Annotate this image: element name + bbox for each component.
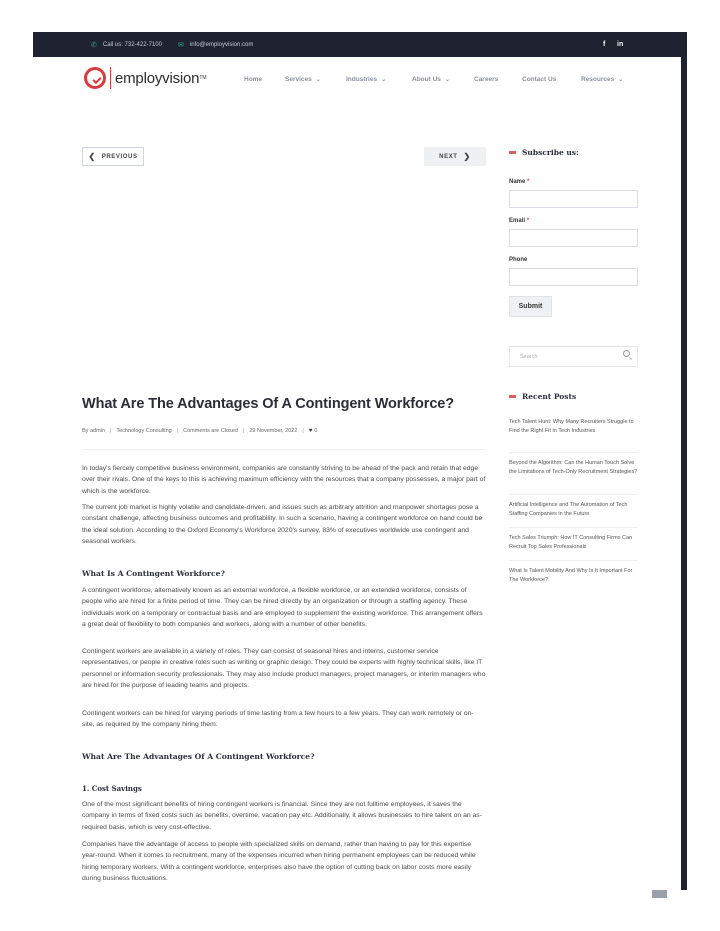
logo-divider xyxy=(110,67,111,89)
recent-post-link[interactable]: Beyond the Algorithm: Can the Human Touch Solve the Limitations of Tech-Only Recruitment Strategies? xyxy=(509,460,638,476)
nav-services[interactable] xyxy=(285,73,321,85)
chevron-down-icon: ⌄ xyxy=(618,76,624,83)
nav-contact-us[interactable] xyxy=(522,73,556,85)
meta-likes: 0 xyxy=(314,428,318,434)
subscribe-title: Subscribe us: xyxy=(522,148,579,157)
phone-icon: ✆ xyxy=(91,41,97,49)
scroll-to-top-button[interactable] xyxy=(652,890,667,898)
logo-text: employvision xyxy=(115,69,200,87)
employvision-logo[interactable] xyxy=(84,67,207,89)
heading-cost-savings: 1. Cost Savings xyxy=(82,784,142,793)
what-is-paragraph-3: Contingent workers can be hired for varying periods of time lasting from a few hours to a few years. They can work remotely or on-site, as required by the company hiring them. xyxy=(82,710,474,729)
name-label xyxy=(509,179,529,185)
phone-text: Call us: 732-422-7100 xyxy=(102,41,162,48)
heart-icon[interactable]: ♥ xyxy=(308,428,313,434)
search-placeholder: Search xyxy=(520,353,538,360)
next-label: NEXT xyxy=(439,153,458,160)
cost-paragraph-2: Companies have the advantage of access to people with specialized skills on demand, rather than having to pay for this expertise year-round. When it comes to recruitment, many of the expenses incurred when hiring permanent employees can be reduced while hiring temporary workers. With a contingent workforce, enterprises also have the option of cutting back on labor costs more easily during business fluctuations. xyxy=(82,841,476,882)
phone-field[interactable] xyxy=(509,268,638,286)
nav-home[interactable] xyxy=(244,73,262,85)
intro-paragraph-2: The current job market is highly volatile and candidate-driven, and issues such as arbitrary attrition and manpower shortages pose a constant challenge, affecting business outcomes and profitability. In such a scenario, having a contingent workforce on hand could be the ideal solution. According to the Oxford Economy's Workforce 2020's survey, 83% of executives worldwide use contingent and seasonal workers. xyxy=(82,504,483,545)
envelope-icon: ✉ xyxy=(178,41,184,49)
post-title: What Are The Advantages Of A Contingent Workforce? xyxy=(82,396,455,412)
meta-divider: | xyxy=(302,428,304,434)
chevron-down-icon: ⌄ xyxy=(444,76,450,83)
email-label xyxy=(509,218,529,224)
meta-category[interactable]: Technology Consulting xyxy=(116,428,172,434)
heading-accent xyxy=(509,395,516,398)
nav-home-label: Home xyxy=(244,75,263,83)
meta-date: 29 November, 2022 xyxy=(249,428,298,434)
required-mark: * xyxy=(526,218,530,224)
recent-posts-title: Recent Posts xyxy=(522,392,577,401)
search-input[interactable] xyxy=(509,346,638,367)
recent-post-divider xyxy=(509,560,638,561)
submit-button[interactable]: Submit xyxy=(509,296,552,317)
recent-post-divider xyxy=(509,494,638,495)
previous-post-button[interactable] xyxy=(82,147,144,166)
nav-about-us-label: About Us xyxy=(412,75,441,83)
required-mark: * xyxy=(527,179,530,185)
logo-trademark: TM xyxy=(199,75,207,81)
intro-paragraph-1: In today's fiercely competitive business environment, companies are constantly striving to be ahead of the pack and retain that edge over their rivals. One of the keys to this is achieving maximum efficiency with the resources that a company possesses, a major part of which is the workforce. xyxy=(82,465,486,495)
linkedin-icon[interactable]: in xyxy=(617,41,624,48)
meta-divider: | xyxy=(242,428,245,434)
nav-resources-label: Resources xyxy=(581,75,615,83)
heading-advantages: What Are The Advantages Of A Contingent Workforce? xyxy=(82,752,315,761)
facebook-icon[interactable]: f xyxy=(603,41,606,48)
email-contact[interactable] xyxy=(178,32,253,57)
recent-post-divider xyxy=(509,452,638,453)
name-field[interactable] xyxy=(509,190,638,208)
search-icon[interactable] xyxy=(623,350,630,357)
post-meta xyxy=(82,428,317,434)
phone-label: Phone xyxy=(509,257,528,263)
chevron-down-icon: ⌄ xyxy=(381,76,387,83)
nav-contact-us-label: Contact Us xyxy=(522,75,557,83)
meta-divider: | xyxy=(109,428,112,434)
next-post-button[interactable] xyxy=(424,147,486,166)
name-label-text: Name xyxy=(509,179,526,185)
meta-divider-line xyxy=(82,449,486,450)
meta-divider: | xyxy=(176,428,179,434)
top-bar xyxy=(33,32,687,57)
chevron-down-icon: ⌄ xyxy=(315,76,321,83)
heading-what-is: What Is A Contingent Workforce? xyxy=(82,569,225,578)
cost-paragraph-1: One of the most significant benefits of hiring contingent workers is financial. Since they are not fulltime employees, it saves the company in terms of fixed costs such as benefits, overtime, vacation pay etc. Additionally, it allows businesses to hire talent on an as-required basis, which is very cost-effective. xyxy=(82,801,482,831)
email-text: info@employvision.com xyxy=(189,41,254,48)
logo-check-icon xyxy=(84,67,106,89)
previous-label: PREVIOUS xyxy=(101,153,138,160)
chevron-right-icon: ❯ xyxy=(463,152,471,161)
recent-post-link[interactable]: Tech Sales Triumph: How IT Consulting Firms Can Recruit Top Sales Professionals xyxy=(509,535,633,551)
nav-resources[interactable] xyxy=(581,73,623,85)
recent-post-link[interactable]: Artificial Intelligence and The Automation of Tech Staffing Companies in the Future xyxy=(509,502,628,518)
recent-post-link[interactable]: What Is Talent Mobility And Why Is It Important For The Workforce? xyxy=(509,568,633,584)
nav-industries-label: Industries xyxy=(346,75,378,83)
page-edge xyxy=(681,32,687,890)
what-is-paragraph-1: A contingent workforce, alternatively known as an external workforce, a flexible workforce, or an extended workforce, consists of people who are hired for a finite period of time. They can be hired directly by an organization or through a staffing agency. These individuals work on a temporary or contractual basis and are employed to supplement the existing workforce. This arrangement offers a great deal of flexibility to both companies and workers, along with a number of other benefits. xyxy=(82,587,483,628)
heading-accent xyxy=(509,151,516,154)
nav-industries[interactable] xyxy=(346,73,386,85)
meta-author[interactable]: By admin xyxy=(82,428,105,434)
nav-about-us[interactable] xyxy=(412,73,450,85)
nav-careers-label: Careers xyxy=(474,75,499,83)
nav-services-label: Services xyxy=(285,75,312,83)
meta-comments: Comments are Closed xyxy=(183,428,238,434)
subscribe-heading xyxy=(509,148,579,157)
recent-post-link[interactable]: Tech Talent Hunt: Why Many Recruiters Struggle to Find the Right Fit In Tech Industries xyxy=(509,419,634,435)
recent-posts-heading xyxy=(509,392,576,401)
email-label-text: Email xyxy=(509,218,526,224)
chevron-left-icon: ❮ xyxy=(88,152,96,161)
recent-post-divider xyxy=(509,527,638,528)
phone-contact[interactable] xyxy=(91,32,162,57)
email-field[interactable] xyxy=(509,229,638,247)
what-is-paragraph-2: Contingent workers are available in a variety of roles. They can consist of seasonal hires and interns, customer service representatives, or people in creative roles such as writing or graphic design. They could be experts with highly technical skills, like IT personnel or information security professionals. They may also include product managers, project managers, or interim managers who are hired for the purpose of leading teams and projects. xyxy=(82,648,486,689)
nav-careers[interactable] xyxy=(474,73,498,85)
